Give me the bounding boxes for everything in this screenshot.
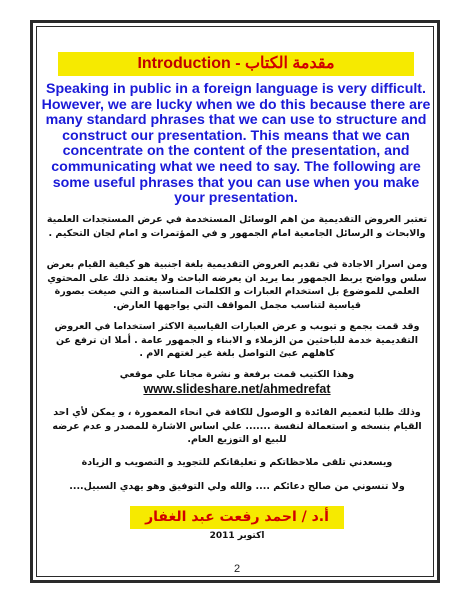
- date-label: اكتوبر 2011: [209, 531, 265, 541]
- paragraph-1: تعتبر العروض التقديمية من اهم الوسائل المستخدمة في عرض المستجدات العلمية والابحاث و الرسائل الجامعية امام الجمهور و في المؤتمرات و امام لجان التحكيم .: [46, 214, 428, 239]
- page-number: 2: [233, 563, 241, 575]
- paragraph-7: ولا تنسوني من صالح دعائكم .... والله ولي التوفيق وهو يهدي السبيل....: [69, 481, 405, 492]
- title-banner: [58, 52, 414, 76]
- paragraph-4: وهذا الكتيب قمت برفعة و نشرة مجانا علي موقعي: [119, 369, 355, 380]
- intro-english-paragraph: Speaking in public in a foreign language is very difficult. However, we are lucky when we do this because there are many standard phrases that we can use to structure and construct our presentation. This means that we can concentrate on the content of the presentation, and communicating what we need to say. The following are some useful phrases that you can use when you make your presentation.: [41, 81, 431, 207]
- paragraph-3: وقد قمت بجمع و تبويب و عرض العبارات القياسية الاكثر استخداما في العروض التقديمية خدمة للباحثين من الزملاء و الابناء و الجمهور عامة . أملا ان ترفع عن كاهلهم عبئ التواصل بلغة غير لغتهم الام .: [54, 321, 420, 359]
- title-separator: -: [230, 55, 245, 72]
- author-banner: أ.د / احمد رفعت عبد الغفار: [130, 506, 344, 529]
- paragraph-2: ومن اسرار الاجادة في تقديم العروض التقديمية بلغة اجنبية هو كيفية القيام بعرض سلس وواضح يربط الجمهور بما يريد ان يعرضه الباحث ولا يعتمد ذلك على المحتوي العلمي للموضوع بل استخدام العبارات و الكلمات المناسبة و التي صيغت بصورة قياسية لتناسب مجمل المواقف التي يواجهها العارض.: [46, 259, 428, 311]
- website-link[interactable]: www.slideshare.net/ahmedrefat: [143, 382, 331, 396]
- paragraph-6: ويسعدني تلقى ملاحظاتكم و تعليقاتكم للتجويد و التصويب و الزيادة: [81, 457, 393, 468]
- paragraph-5: وذلك طلبا لتعميم الفائدة و الوصول للكافة في انحاء المعمورة ، و يمكن لأي احد القيام بنسخه و استعمالة لنفسة ....... علي اساس الاشارة للمصدر و عدم عرضه للبيع او التوزيع العام.: [52, 407, 422, 445]
- title-english: Introduction: [137, 55, 231, 72]
- title-arabic: مقدمة الكتاب: [244, 55, 335, 72]
